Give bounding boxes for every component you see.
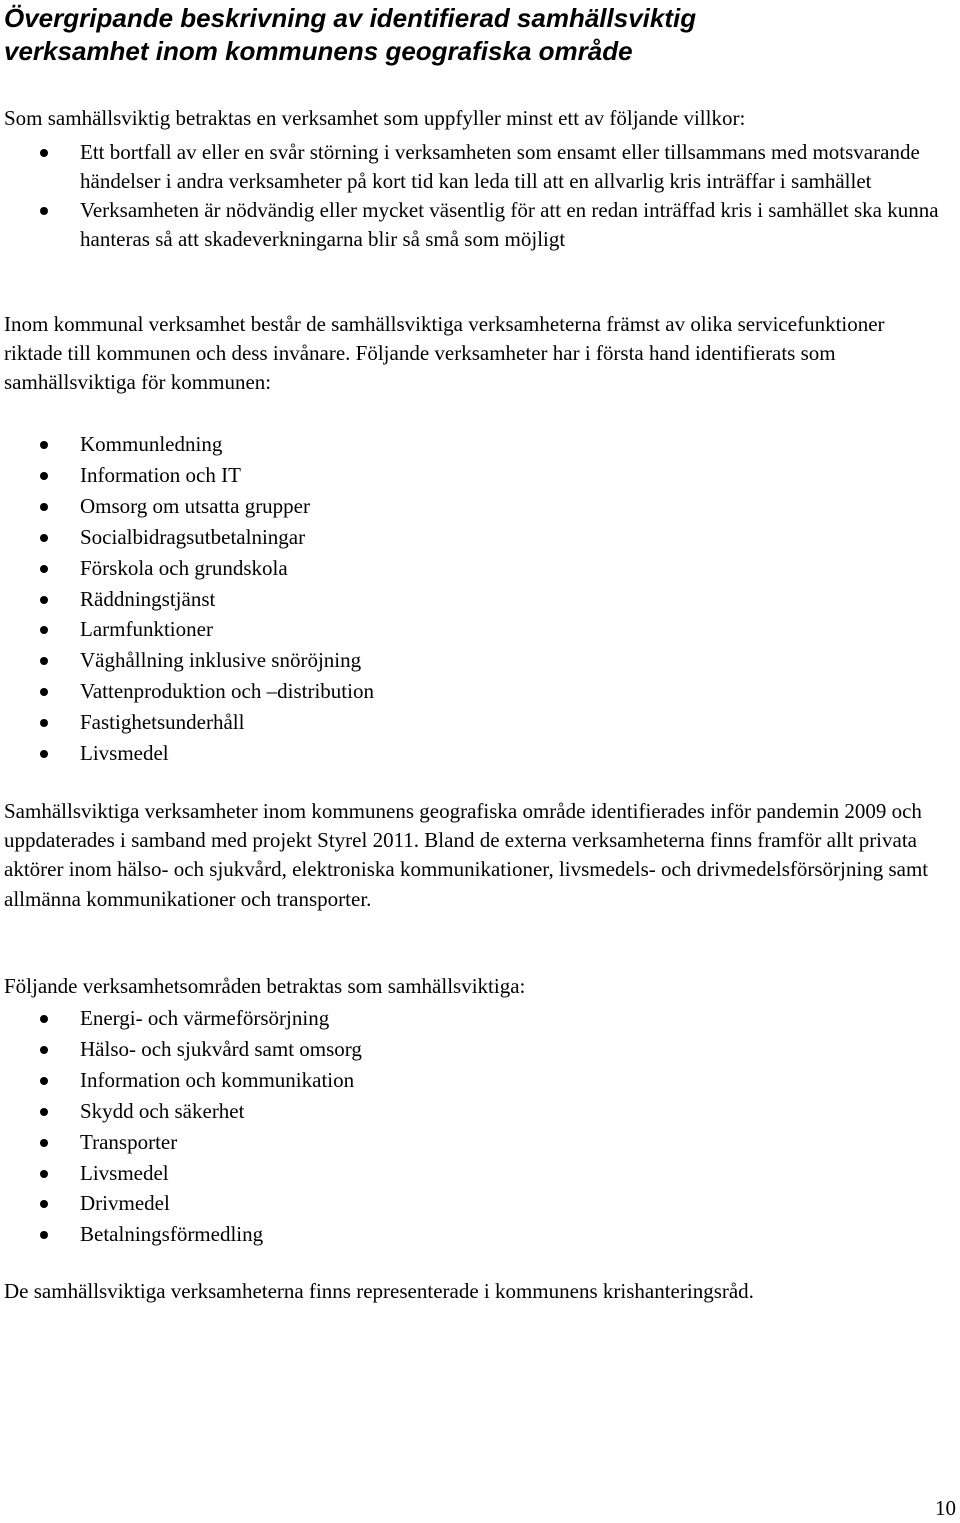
bullet-icon [40, 503, 48, 511]
conditions-list [0, 138, 950, 254]
bullet-icon [40, 1077, 48, 1085]
list-item [0, 676, 950, 707]
municipal-services-list [0, 429, 950, 769]
list-item-text: Skydd och säkerhet [80, 1098, 245, 1123]
bullet-icon [40, 565, 48, 573]
list-item [0, 1003, 950, 1034]
list-item [0, 1158, 950, 1189]
bullet-icon [40, 719, 48, 727]
list-item [0, 1065, 950, 1096]
list-item [0, 553, 950, 584]
list-item-text: Livsmedel [80, 1160, 169, 1185]
list-item [0, 738, 950, 769]
bullet-icon [40, 626, 48, 634]
list-item [0, 707, 950, 738]
bullet-icon [40, 1046, 48, 1054]
list-item-text: Kommunledning [80, 432, 223, 456]
list-item-text: Drivmedel [80, 1191, 170, 1216]
list-item-text: Ett bortfall av eller en svår störning i verksamheten som ensamt eller tillsammans med motsvarande händelser i andra verksamheter på kort tid kan leda till att en allvarlig kris inträffar i samhället [80, 140, 920, 193]
list-item [0, 1127, 950, 1158]
bullet-icon [40, 750, 48, 758]
list-item [0, 614, 950, 645]
page-number: 10 [935, 1496, 956, 1520]
list-item [0, 491, 950, 522]
bullet-icon [40, 441, 48, 449]
municipal-paragraph: Inom kommunal verksamhet består de samhällsviktiga verksamheterna främst av olika servicefunktioner riktade till kommunen och dess invånare. Följande verksamheter har i första hand identifierats som samhällsviktiga för kommunen: [4, 312, 885, 395]
bullet-icon [40, 1170, 48, 1178]
bullet-icon [40, 472, 48, 480]
list-item-text: Vattenproduktion och –distribution [80, 679, 374, 704]
closing-paragraph: De samhällsviktiga verksamheterna finns representerade i kommunens krishanteringsråd. [4, 1279, 754, 1303]
list-item [0, 584, 950, 615]
list-item-text: Larmfunktioner [80, 617, 213, 642]
heading-line-2: verksamhet inom kommunens geografiska område [4, 36, 633, 66]
list-item-text: Verksamheten är nödvändig eller mycket väsentlig för att en redan inträffad kris i samhället ska kunna hanteras så att skadeverkningarna blir så små som möjligt [80, 198, 939, 251]
list-item-text: Väghållning inklusive snöröjning [80, 648, 362, 673]
intro-paragraph: Som samhällsviktig betraktas en verksamhet som uppfyller minst ett av följande villkor: [4, 106, 746, 130]
list-item [0, 138, 950, 196]
list-item-text: Socialbidragsutbetalningar [80, 524, 306, 549]
bullet-icon [40, 1231, 48, 1239]
list-item-text: Energi- och värmeförsörjning [80, 1006, 330, 1030]
list-item [0, 429, 950, 460]
list-item-text: Fastighetsunderhåll [80, 710, 245, 735]
list-item-text: Transporter [80, 1129, 178, 1154]
external-paragraph: Samhällsviktiga verksamheter inom kommunens geografiska område identifierades inför pandemin 2009 och uppdaterades i samband med projekt Styrel 2011. Bland de externa verksamheterna finns framför allt privata aktörer inom hälso- och sjukvård, elektroniska kommunikationer, livsmedels- och drivmedelsförsörjning samt allmänna kommunikationer och transporter. [4, 799, 929, 911]
list-item [0, 1096, 950, 1127]
list-item [0, 522, 950, 553]
list-item [0, 460, 950, 491]
list-item-text: Räddningstjänst [80, 586, 216, 611]
sectors-list [0, 1003, 950, 1250]
bullet-icon [40, 534, 48, 542]
list-item [0, 1219, 950, 1250]
sectors-intro: Följande verksamhetsområden betraktas som samhällsviktiga: [4, 974, 526, 998]
list-item-text: Livsmedel [80, 741, 169, 766]
list-item [0, 196, 950, 254]
list-item-text: Betalningsförmedling [80, 1222, 264, 1247]
bullet-icon [40, 688, 48, 696]
list-item-text: Omsorg om utsatta grupper [80, 493, 310, 518]
list-item [0, 1034, 950, 1065]
heading-line-1: Övergripande beskrivning av identifierad samhällsviktig [4, 3, 697, 33]
list-item [0, 645, 950, 676]
list-item [0, 1188, 950, 1219]
list-item-text: Förskola och grundskola [80, 555, 288, 580]
list-item-text: Hälso- och sjukvård samt omsorg [80, 1036, 362, 1061]
bullet-icon [40, 1200, 48, 1208]
list-item-text: Information och IT [80, 462, 241, 487]
bullet-icon [40, 1139, 48, 1147]
bullet-icon [40, 1015, 48, 1023]
section-heading [4, 2, 944, 68]
list-item-text: Information och kommunikation [80, 1067, 355, 1092]
bullet-icon [40, 596, 48, 604]
bullet-icon [40, 657, 48, 665]
bullet-icon [40, 207, 48, 215]
bullet-icon [40, 1108, 48, 1116]
bullet-icon [40, 149, 48, 157]
